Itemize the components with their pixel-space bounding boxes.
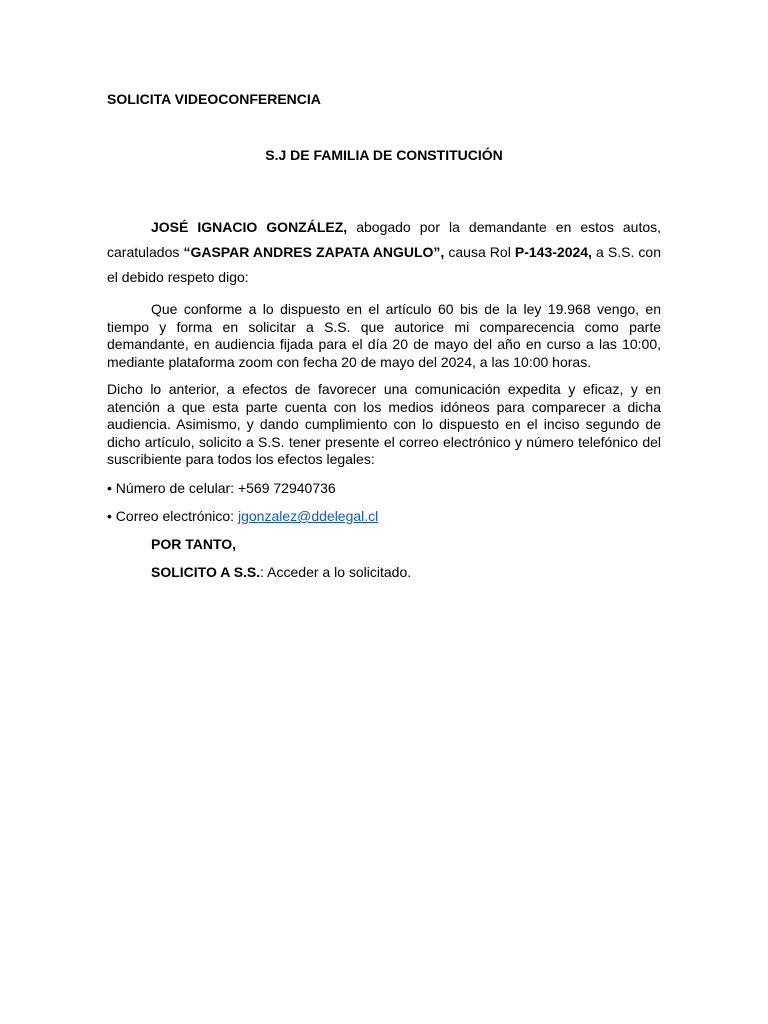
petition-line (151, 564, 411, 580)
court-addressee: S.J DE FAMILIA DE CONSTITUCIÓN (265, 147, 503, 163)
intro-text-3: a S.S. con el debido respeto digo: (107, 244, 661, 285)
intro-text-2: causa Rol (444, 244, 515, 260)
petition-label: SOLICITO A S.S. (151, 564, 261, 580)
email-bullet (107, 508, 378, 524)
phone-number: +569 72940736 (237, 480, 336, 496)
request-paragraph: Que conforme a lo dispuesto en el artículo 60 bis de la ley 19.968 vengo, en tiempo y forma en solicitar a S.S. que autorice mi comparecencia como parte demandante, en audiencia fijada para el día 20 de mayo del año en curso a las 10:00, mediante plataforma zoom con fecha 20 de mayo del 2024, a las 10:00 horas. (107, 301, 661, 370)
case-caption: “GASPAR ANDRES ZAPATA ANGULO”, (183, 244, 445, 260)
petition-text: : Acceder a lo solicitado. (260, 564, 412, 580)
email-label: • Correo electrónico: (107, 508, 238, 524)
intro-text-1: abogado por la demandante en estos autos, caratulados (107, 219, 662, 260)
justification-paragraph: Dicho lo anterior, a efectos de favorecer una comunicación expedita y eficaz, y en atención a que esta parte cuenta con los medios idóneos para comparecer a dicha audiencia. Asimismo, y dando cumplimiento con lo dispuesto en el inciso segundo de dicho artículo, solicito a S.S. tener presente el correo electrónico y número telefónico del suscribiente para todos los efectos legales: (107, 381, 661, 467)
email-link[interactable]: jgonzalez@ddelegal.cl (237, 508, 379, 524)
phone-label: • Número de celular: (107, 480, 238, 496)
document-sumilla: SOLICITA VIDEOCONFERENCIA (107, 91, 321, 107)
case-rol: P-143-2024, (514, 244, 592, 260)
por-tanto-heading: POR TANTO, (151, 536, 237, 552)
intro-paragraph (107, 215, 661, 290)
lawyer-name: JOSÉ IGNACIO GONZÁLEZ, (151, 219, 348, 235)
phone-bullet (107, 480, 336, 496)
